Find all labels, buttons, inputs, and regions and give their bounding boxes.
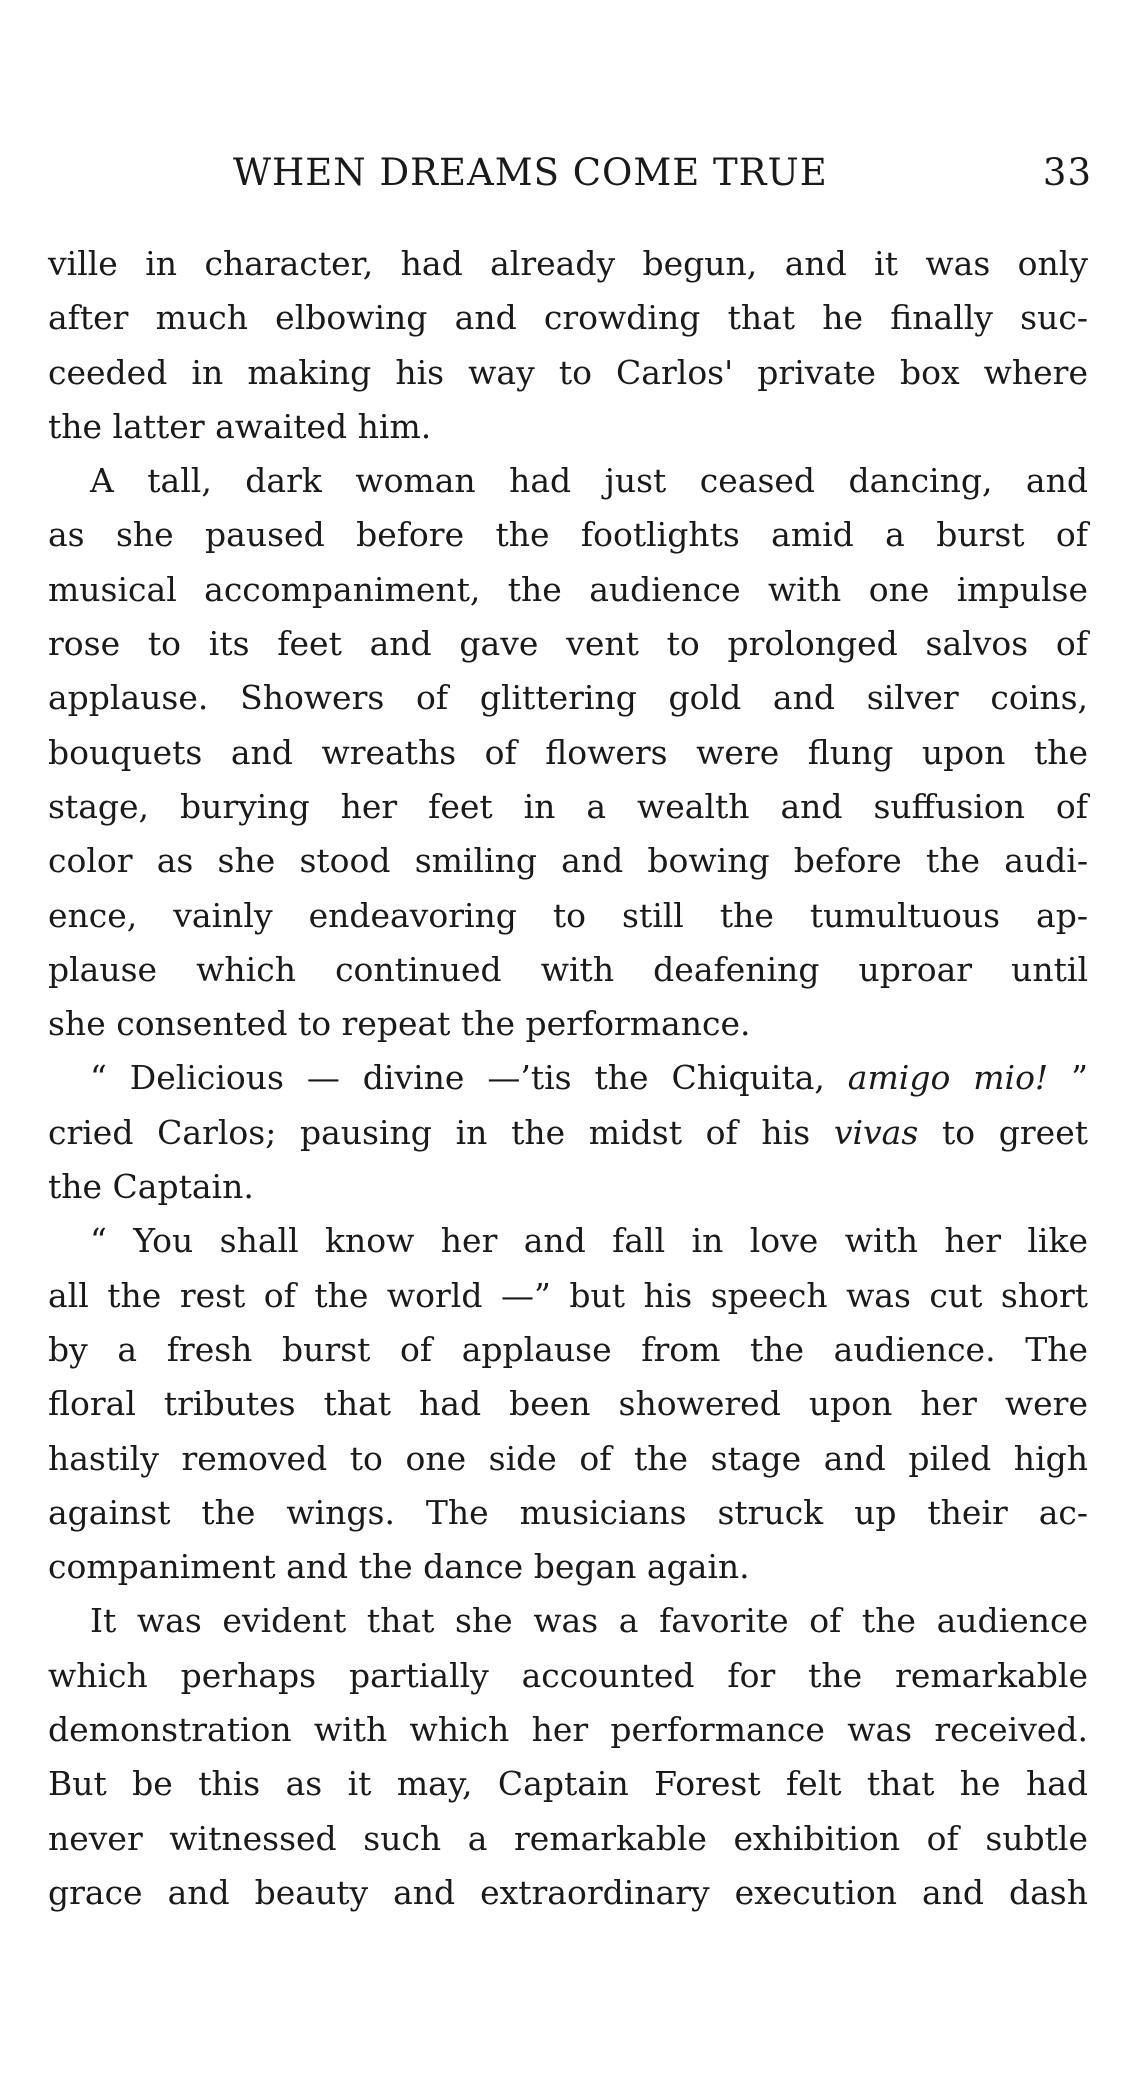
text-line: It was evident that she was a favorite of the audience (90, 1601, 1088, 1641)
text-line: as she paused before the footlights amid a burst of (48, 515, 1088, 555)
text-line: after much elbowing and crowding that he finally suc- (48, 298, 1088, 338)
italic-phrase: vivas (833, 1112, 919, 1152)
text-line: grace and beauty and extraordinary execution and dash (48, 1872, 1088, 1912)
text-line (48, 1106, 1088, 1160)
text-line: the Captain. (48, 1167, 254, 1207)
text-line: never witnessed such a remarkable exhibition of subtle (48, 1818, 1088, 1858)
text-segment: cried Carlos; pausing in the midst of his (48, 1112, 834, 1152)
text-line: she consented to repeat the performance. (48, 1004, 751, 1044)
text-line: by a fresh burst of applause from the audience. The (48, 1329, 1088, 1369)
text-line: stage, burying her feet in a wealth and suffusion of (48, 786, 1088, 826)
text-line: ence, vainly endeavoring to still the tumultuous ap- (48, 895, 1088, 935)
text-line: hastily removed to one side of the stage and piled high (48, 1438, 1088, 1478)
text-line (48, 1051, 1088, 1105)
text-segment: to greet (918, 1112, 1089, 1152)
text-line: musical accompaniment, the audience with one impulse (48, 569, 1088, 609)
text-line: all the rest of the world —” but his speech was cut short (48, 1275, 1088, 1315)
text-segment: “ Delicious — divine —’tis the Chiquita, (90, 1058, 848, 1098)
text-line: A tall, dark woman had just ceased dancing, and (90, 461, 1088, 501)
text-segment: ” (1048, 1058, 1088, 1098)
body-text (48, 237, 1088, 1920)
text-line: floral tributes that had been showered upon her were (48, 1384, 1088, 1424)
text-line: the latter awaited him. (48, 406, 432, 446)
text-line: But be this as it may, Captain Forest felt that he had (48, 1764, 1088, 1804)
italic-phrase: amigo mio! (847, 1058, 1049, 1098)
text-line: which perhaps partially accounted for the remarkable (48, 1655, 1088, 1695)
running-head (48, 148, 1092, 198)
text-line: companiment and the dance began again. (48, 1547, 750, 1587)
text-line: “ You shall know her and fall in love with her like (90, 1221, 1088, 1261)
text-line: rose to its feet and gave vent to prolonged salvos of (48, 624, 1088, 664)
page-number: 33 (1042, 151, 1092, 194)
text-line: against the wings. The musicians struck up their ac- (48, 1492, 1088, 1532)
text-line: applause. Showers of glittering gold and silver coins, (48, 678, 1088, 718)
text-line: demonstration with which her performance was received. (48, 1710, 1088, 1750)
text-line: plause which continued with deafening uproar until (48, 949, 1088, 989)
text-line: ceeded in making his way to Carlos' private box where (48, 352, 1088, 392)
running-title: WHEN DREAMS COME TRUE (233, 151, 828, 194)
text-line: color as she stood smiling and bowing before the audi- (48, 841, 1088, 881)
text-line: ville in character, had already begun, and it was only (48, 244, 1088, 283)
text-line: bouquets and wreaths of flowers were flung upon the (48, 732, 1088, 772)
